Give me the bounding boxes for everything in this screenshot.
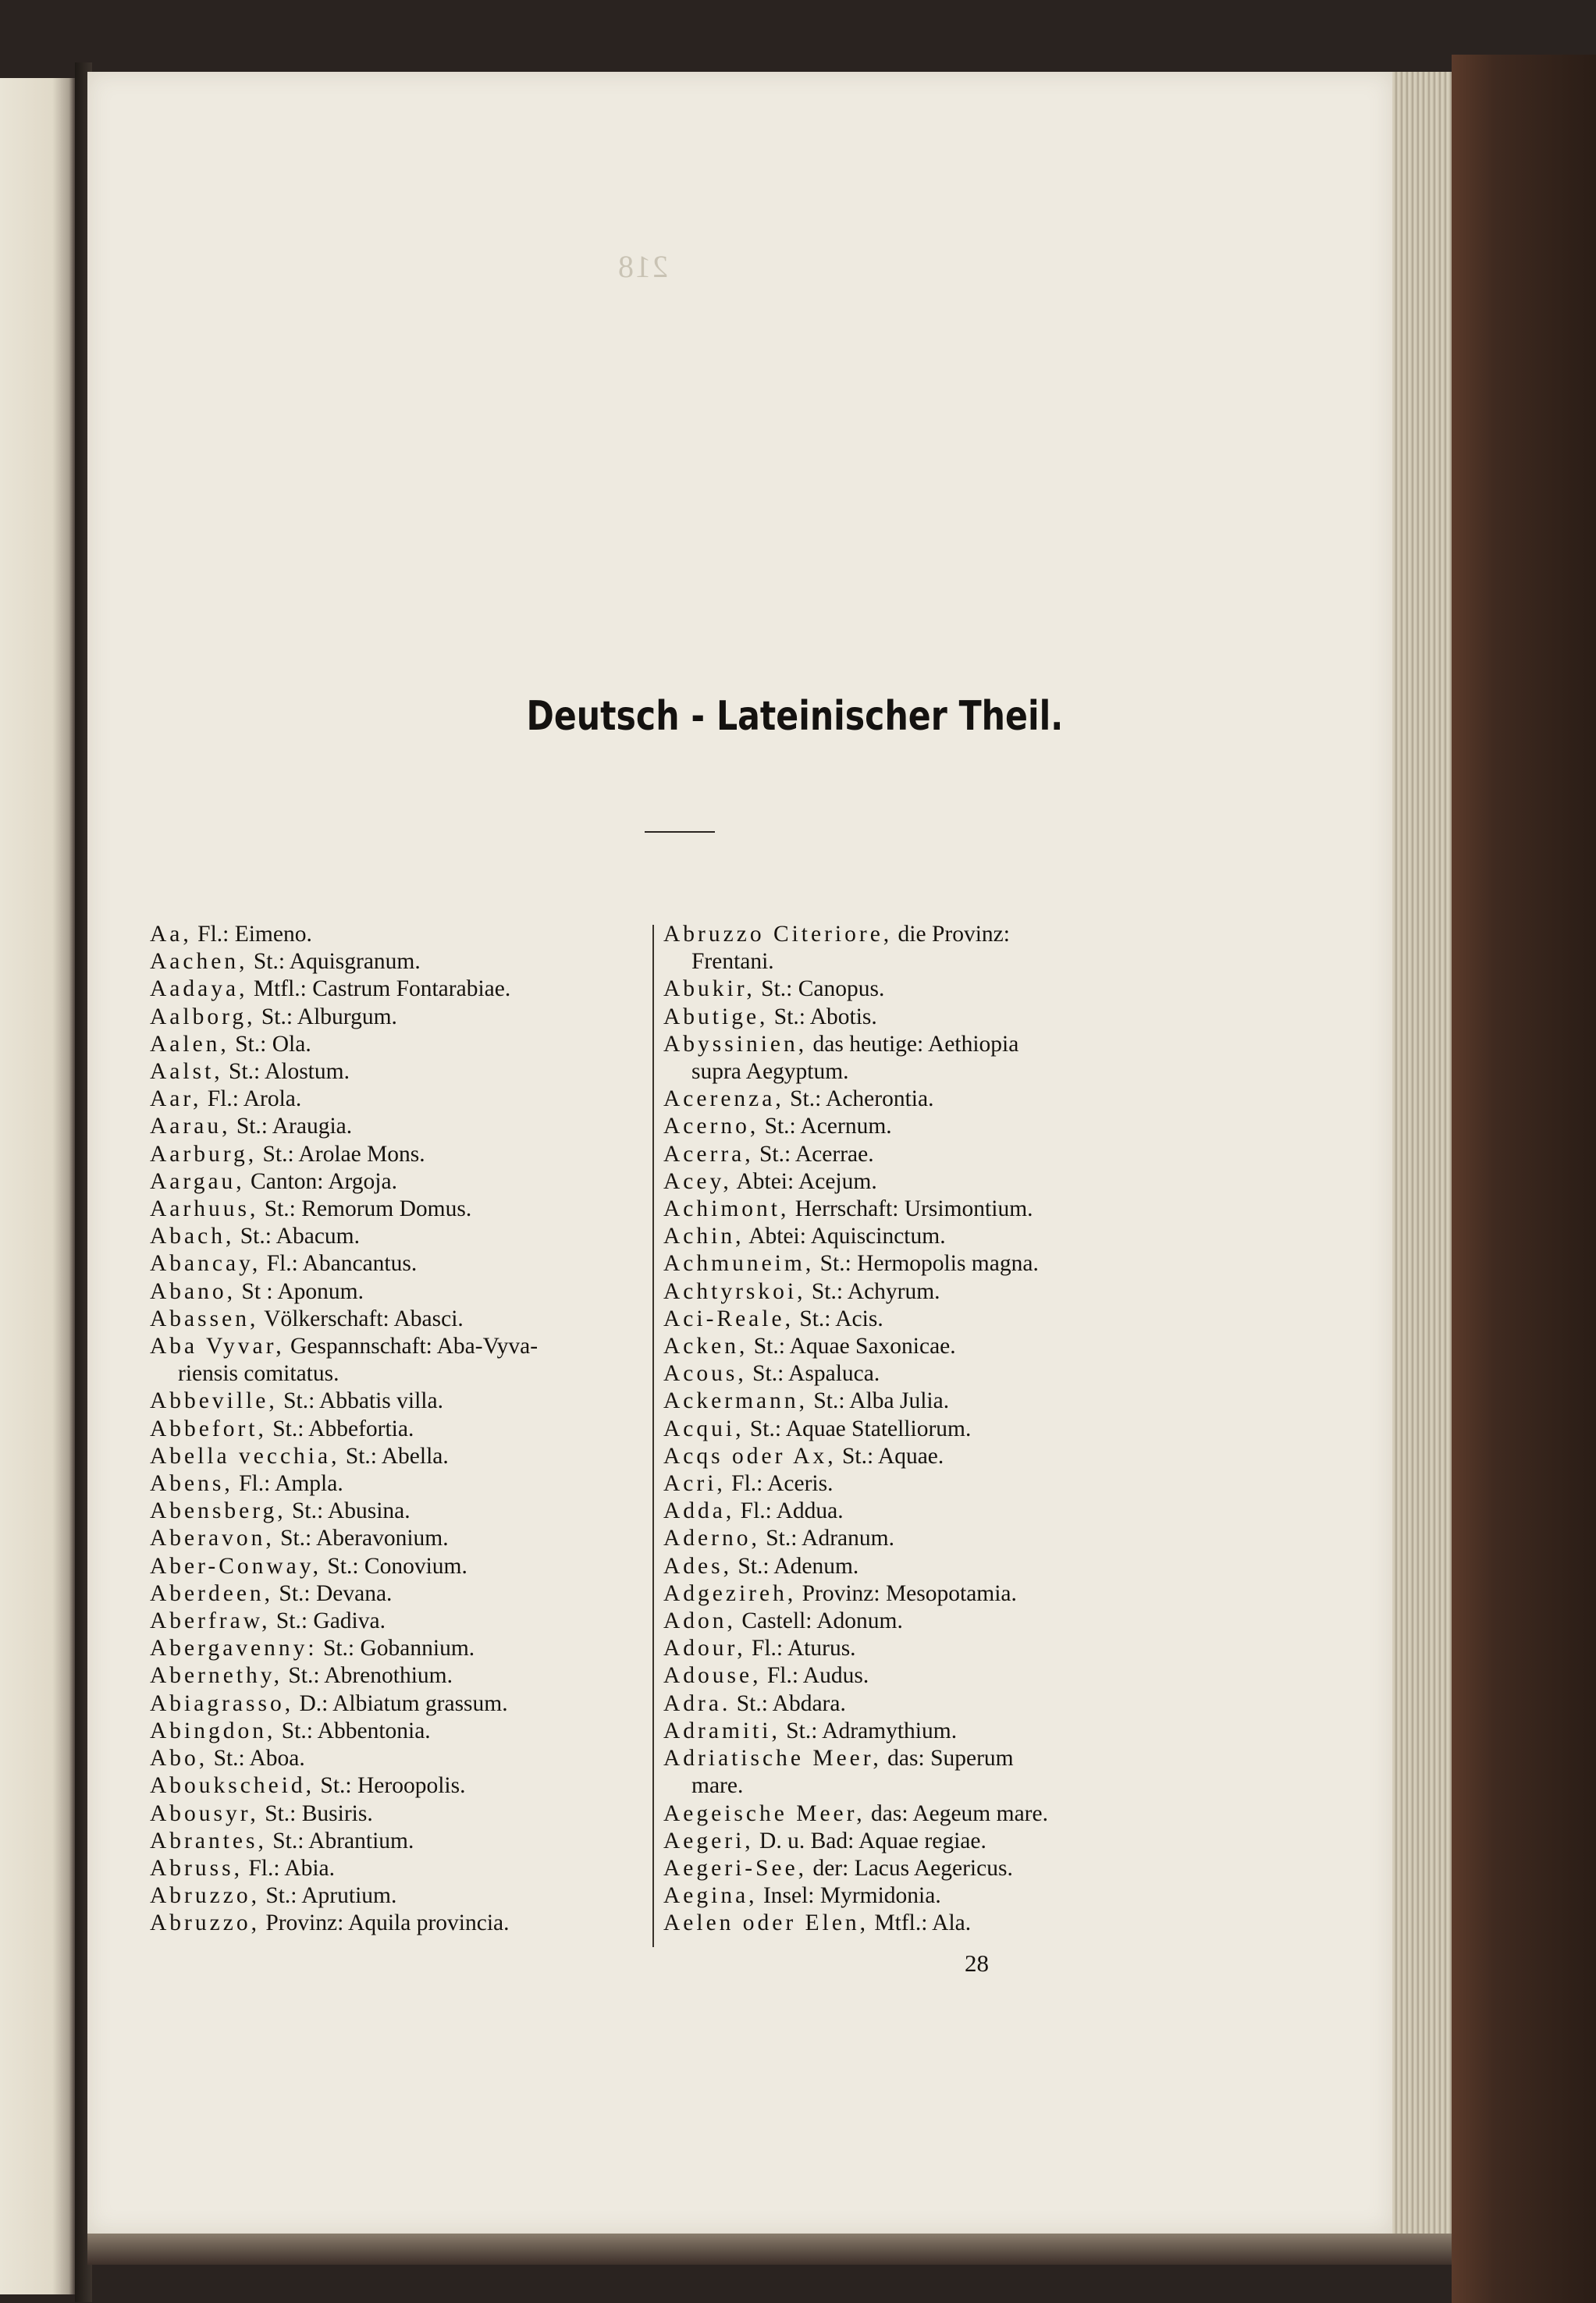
dictionary-entry bbox=[150, 1058, 643, 1086]
entry-definition: St.: Canopus. bbox=[755, 976, 885, 1002]
dictionary-entry bbox=[663, 921, 1160, 948]
dictionary-entry bbox=[150, 1004, 643, 1031]
dictionary-entry bbox=[663, 1470, 1160, 1498]
dictionary-entry bbox=[663, 1250, 1160, 1278]
entry-definition: Fl.: Abia. bbox=[242, 1855, 335, 1881]
dictionary-entry bbox=[150, 1608, 643, 1635]
entry-headword: Abyssinien, bbox=[663, 1031, 808, 1057]
dictionary-entry bbox=[150, 1168, 643, 1196]
dictionary-entry bbox=[663, 1580, 1160, 1608]
entry-definition: Fl.: Abancantus. bbox=[261, 1251, 418, 1277]
page-number: 28 bbox=[965, 1949, 989, 1977]
entry-definition: St.: Hermopolis magna. bbox=[814, 1251, 1039, 1277]
dictionary-entry bbox=[150, 976, 643, 1003]
entry-definition: St.: Abbefortia. bbox=[266, 1416, 414, 1441]
entry-headword: Acerra, bbox=[663, 1141, 754, 1167]
dictionary-entry bbox=[663, 1608, 1160, 1635]
entry-headword: Adgezireh, bbox=[663, 1580, 797, 1606]
entry-headword: Aber-Conway, bbox=[150, 1553, 322, 1579]
entry-headword: Ackermann, bbox=[663, 1388, 808, 1414]
entry-definition: St.: Adenum. bbox=[732, 1553, 859, 1579]
dictionary-entry bbox=[663, 1360, 1160, 1388]
entry-definition: St.: Aquae Statelliorum. bbox=[744, 1416, 972, 1441]
dictionary-entry bbox=[150, 1772, 643, 1800]
dictionary-entry bbox=[663, 1113, 1160, 1140]
entry-headword: Adramiti, bbox=[663, 1718, 780, 1743]
dictionary-entry bbox=[663, 1662, 1160, 1690]
entry-definition: St.: Aspaluca. bbox=[746, 1361, 880, 1387]
entry-definition: Abtei: Aquiscinctum. bbox=[744, 1224, 946, 1249]
entry-definition: St.: Abrantium. bbox=[266, 1828, 414, 1853]
entry-headword: Adour, bbox=[663, 1636, 746, 1662]
dictionary-entry bbox=[150, 1196, 643, 1223]
entry-definition: St.: Abdara. bbox=[730, 1690, 846, 1716]
entry-headword: Aegeische Meer, bbox=[663, 1800, 866, 1826]
entry-definition: Fl.: Aturus. bbox=[745, 1636, 856, 1662]
entry-definition: St.: Aboa. bbox=[208, 1746, 305, 1772]
dictionary-entry bbox=[663, 1004, 1160, 1031]
entry-definition: Abtei: Acejum. bbox=[731, 1168, 877, 1194]
dictionary-entry bbox=[150, 1718, 643, 1745]
entry-headword: Abbefort, bbox=[150, 1416, 267, 1441]
entry-headword: Adriatische Meer, bbox=[663, 1746, 882, 1772]
entry-definition: Insel: Myrmidonia. bbox=[757, 1883, 941, 1909]
entry-definition: der: Lacus Aegericus. bbox=[807, 1855, 1013, 1881]
entry-headword: Aa, bbox=[150, 922, 192, 947]
page-fore-edge bbox=[1392, 72, 1452, 2234]
entry-definition: St.: Alostum. bbox=[222, 1059, 350, 1085]
entry-definition: D. u. Bad: Aquae regiae. bbox=[753, 1828, 986, 1853]
entry-definition: St.: Ola. bbox=[229, 1031, 311, 1057]
entry-definition: St.: Heroopolis. bbox=[315, 1773, 466, 1799]
dictionary-entry bbox=[663, 1416, 1160, 1443]
entry-headword: Achtyrskoi, bbox=[663, 1278, 806, 1304]
dictionary-entry bbox=[150, 921, 643, 948]
entry-headword: Abo, bbox=[150, 1746, 208, 1772]
dictionary-entry bbox=[150, 1250, 643, 1278]
entry-definition: St.: Aquae. bbox=[836, 1443, 944, 1469]
entry-definition: St.: Acerrae. bbox=[753, 1141, 874, 1167]
entry-headword: Aadaya, bbox=[150, 976, 248, 1002]
entry-headword: Acey, bbox=[663, 1168, 732, 1194]
dictionary-entry bbox=[150, 1388, 643, 1415]
book-cover-binding bbox=[1452, 55, 1596, 2303]
entry-headword: Abingdon, bbox=[150, 1718, 276, 1743]
entry-definition: St.: Abacum. bbox=[234, 1224, 360, 1249]
entry-definition: Mtfl.: Castrum Fontarabiae. bbox=[247, 976, 511, 1002]
dictionary-entry bbox=[663, 1745, 1160, 1772]
entry-headword: Aci-Reale, bbox=[663, 1306, 794, 1331]
dictionary-entry bbox=[150, 1910, 643, 1937]
dictionary-entry bbox=[150, 1223, 643, 1250]
entry-definition: D.: Albiatum grassum. bbox=[293, 1690, 508, 1716]
dictionary-entry bbox=[663, 976, 1160, 1003]
entry-definition: St.: Busiris. bbox=[258, 1800, 373, 1826]
entry-definition: Canton: Argoja. bbox=[244, 1168, 397, 1194]
entry-definition: St.: Arolae Mons. bbox=[257, 1141, 425, 1167]
entry-definition: St.: Abbentonia. bbox=[275, 1718, 431, 1743]
entry-headword: Aalst, bbox=[150, 1059, 223, 1085]
entry-definition: St.: Abrenothium. bbox=[282, 1663, 453, 1689]
dictionary-entry bbox=[663, 1855, 1160, 1882]
entry-definition: St.: Araugia. bbox=[230, 1114, 353, 1139]
entry-headword: Aegeri-See, bbox=[663, 1855, 808, 1881]
entry-definition: St.: Aberavonium. bbox=[274, 1526, 449, 1551]
entry-headword: Abergavenny: bbox=[150, 1636, 318, 1662]
entry-definition: Völkerschaft: Abasci. bbox=[258, 1306, 464, 1331]
entry-headword: Acqui, bbox=[663, 1416, 745, 1441]
facing-page-edge bbox=[0, 78, 75, 2294]
dictionary-entry bbox=[150, 1800, 643, 1828]
entry-definition: St.: Adranum. bbox=[759, 1526, 894, 1551]
dictionary-entry bbox=[663, 1141, 1160, 1168]
dictionary-entry bbox=[150, 1113, 643, 1140]
entry-headword: Aberfraw, bbox=[150, 1608, 271, 1634]
entry-headword: Abens, bbox=[150, 1471, 233, 1497]
column-rule bbox=[652, 925, 654, 1947]
dictionary-entry bbox=[150, 1553, 643, 1580]
entry-headword: Abruzzo, bbox=[150, 1883, 260, 1909]
entry-headword: Aarburg, bbox=[150, 1141, 258, 1167]
entry-definition: St.: Acherontia. bbox=[784, 1086, 934, 1112]
entry-headword: Abella vecchia, bbox=[150, 1443, 340, 1469]
dictionary-entry bbox=[663, 1553, 1160, 1580]
entry-definition: St.: Abusina. bbox=[286, 1498, 411, 1524]
dictionary-entry bbox=[150, 1635, 643, 1662]
dictionary-entry bbox=[150, 1662, 643, 1690]
entry-headword: Achmuneim, bbox=[663, 1251, 815, 1277]
entry-headword: Acri, bbox=[663, 1471, 726, 1497]
dictionary-entry bbox=[150, 1855, 643, 1882]
entry-headword: Aboukscheid, bbox=[150, 1773, 315, 1799]
entry-definition: riensis comitatus. bbox=[178, 1361, 339, 1387]
entry-headword: Abensberg, bbox=[150, 1498, 286, 1524]
entry-headword: Aargau, bbox=[150, 1168, 245, 1194]
entry-headword: Achin, bbox=[663, 1224, 745, 1249]
entry-definition: das heutige: Aethiopia bbox=[807, 1031, 1019, 1057]
bleed-through-page-number: 218 bbox=[617, 249, 668, 284]
entry-headword: Aderno, bbox=[663, 1526, 760, 1551]
entry-definition: Provinz: Mesopotamia. bbox=[796, 1580, 1017, 1606]
entry-definition: St.: Acernum. bbox=[759, 1114, 892, 1139]
dictionary-entry bbox=[150, 1031, 643, 1058]
entry-definition: St.: Remorum Domus. bbox=[258, 1196, 472, 1222]
dictionary-entry bbox=[663, 1910, 1160, 1937]
dictionary-entry bbox=[663, 1306, 1160, 1333]
entry-headword: Abano, bbox=[150, 1278, 236, 1304]
entry-definition: Herrschaft: Ursimontium. bbox=[789, 1196, 1033, 1222]
dictionary-entry bbox=[663, 1800, 1160, 1828]
entry-definition: Fl.: Ampla. bbox=[233, 1471, 343, 1497]
entry-headword: Abassen, bbox=[150, 1306, 259, 1331]
entry-headword: Acqs oder Ax, bbox=[663, 1443, 837, 1469]
dictionary-entry bbox=[150, 1498, 643, 1525]
dictionary-entry bbox=[150, 1443, 643, 1470]
dictionary-entry bbox=[663, 1498, 1160, 1525]
entry-headword: Adon, bbox=[663, 1608, 736, 1634]
entry-definition: St.: Conovium. bbox=[322, 1553, 467, 1579]
entry-definition: mare. bbox=[691, 1773, 744, 1799]
dictionary-entry bbox=[150, 1141, 643, 1168]
entry-headword: Aalborg, bbox=[150, 1004, 256, 1029]
entry-definition: Fl.: Addua. bbox=[734, 1498, 844, 1524]
dictionary-entry bbox=[663, 1635, 1160, 1662]
entry-headword: Abbeville, bbox=[150, 1388, 278, 1414]
dictionary-entry bbox=[663, 1278, 1160, 1306]
dictionary-entry bbox=[663, 1333, 1160, 1360]
entry-definition: Gespannschaft: Aba-Vyva- bbox=[284, 1334, 539, 1359]
page-bottom-edge bbox=[87, 2234, 1452, 2265]
dictionary-entry bbox=[150, 1086, 643, 1113]
entry-continuation bbox=[150, 1360, 643, 1388]
dictionary-entry bbox=[150, 1690, 643, 1718]
entry-headword: Abrantes, bbox=[150, 1828, 267, 1853]
entry-definition: St.: Abbatis villa. bbox=[277, 1388, 443, 1414]
entry-definition: die Provinz: bbox=[892, 922, 1010, 947]
entry-headword: Acous, bbox=[663, 1361, 747, 1387]
entry-headword: Adda, bbox=[663, 1498, 735, 1524]
entry-definition: St.: Acis. bbox=[793, 1306, 883, 1331]
dictionary-entry bbox=[150, 1470, 643, 1498]
dictionary-entry bbox=[663, 1443, 1160, 1470]
dictionary-entry bbox=[663, 1388, 1160, 1415]
entry-continuation bbox=[663, 948, 1160, 976]
dictionary-entry bbox=[150, 1306, 643, 1333]
entry-headword: Abach, bbox=[150, 1224, 235, 1249]
dictionary-entry bbox=[663, 1690, 1160, 1718]
dictionary-entry bbox=[663, 1196, 1160, 1223]
entry-headword: Aberavon, bbox=[150, 1526, 275, 1551]
entry-definition: St.: Aquae Saxonicae. bbox=[748, 1334, 956, 1359]
entry-headword: Aberdeen, bbox=[150, 1580, 274, 1606]
entry-headword: Ades, bbox=[663, 1553, 733, 1579]
entry-definition: das: Aegeum mare. bbox=[865, 1800, 1048, 1826]
dictionary-entry bbox=[150, 1525, 643, 1552]
dictionary-entry bbox=[150, 1745, 643, 1772]
entry-definition: St.: Gadiva. bbox=[270, 1608, 386, 1634]
dictionary-entry bbox=[663, 1828, 1160, 1855]
entry-headword: Acken, bbox=[663, 1334, 748, 1359]
entry-definition: St.: Aquisgranum. bbox=[247, 949, 421, 975]
entry-headword: Achimont, bbox=[663, 1196, 790, 1222]
entry-headword: Abutige, bbox=[663, 1004, 769, 1029]
entry-headword: Aba Vyvar, bbox=[150, 1334, 285, 1359]
entry-continuation bbox=[663, 1772, 1160, 1800]
entry-headword: Aarhuus, bbox=[150, 1196, 259, 1222]
dictionary-entry bbox=[150, 1828, 643, 1855]
entry-headword: Adouse, bbox=[663, 1663, 762, 1689]
entry-definition: Fl.: Arola. bbox=[201, 1086, 302, 1112]
entry-definition: St.: Alburgum. bbox=[255, 1004, 397, 1029]
section-title: Deutsch - Lateinischer Theil. bbox=[526, 693, 1064, 740]
entry-headword: Aar, bbox=[150, 1086, 202, 1112]
entry-headword: Abruzzo Citeriore, bbox=[663, 922, 893, 947]
entry-headword: Abernethy, bbox=[150, 1663, 283, 1689]
entry-definition: St.: Adramythium. bbox=[780, 1718, 958, 1743]
right-column bbox=[663, 921, 1160, 1938]
entry-definition: St : Aponum. bbox=[236, 1278, 364, 1304]
entry-definition: Fl.: Aceris. bbox=[725, 1471, 834, 1497]
entry-definition: Castell: Adonum. bbox=[735, 1608, 903, 1634]
entry-definition: supra Aegyptum. bbox=[691, 1059, 849, 1085]
dictionary-entry bbox=[150, 1580, 643, 1608]
entry-definition: Frentani. bbox=[691, 949, 774, 975]
entry-headword: Aegeri, bbox=[663, 1828, 754, 1853]
entry-headword: Acerenza, bbox=[663, 1086, 784, 1112]
entry-definition: St.: Gobannium. bbox=[317, 1636, 475, 1662]
entry-definition: Fl.: Audus. bbox=[761, 1663, 869, 1689]
entry-definition: Mtfl.: Ala. bbox=[869, 1910, 972, 1936]
entry-headword: Adra. bbox=[663, 1690, 731, 1716]
entry-definition: St.: Achyrum. bbox=[805, 1278, 940, 1304]
entry-headword: Aalen, bbox=[150, 1031, 229, 1057]
entry-headword: Abiagrasso, bbox=[150, 1690, 294, 1716]
dictionary-entry bbox=[150, 1278, 643, 1306]
entry-definition: Provinz: Aquila provincia. bbox=[259, 1910, 510, 1936]
entry-continuation bbox=[663, 1058, 1160, 1086]
entry-headword: Abruss, bbox=[150, 1855, 243, 1881]
entry-headword: Aegina, bbox=[663, 1883, 758, 1909]
dictionary-entry bbox=[150, 1416, 643, 1443]
dictionary-entry bbox=[663, 1031, 1160, 1058]
left-column bbox=[150, 921, 643, 1938]
entry-headword: Aelen oder Elen, bbox=[663, 1910, 869, 1936]
entry-definition: St.: Abella. bbox=[339, 1443, 449, 1469]
entry-definition: St.: Aprutium. bbox=[259, 1883, 397, 1909]
entry-definition: Fl.: Eimeno. bbox=[191, 922, 312, 947]
entry-definition: das: Superum bbox=[881, 1746, 1014, 1772]
title-divider bbox=[645, 831, 715, 833]
dictionary-entry bbox=[663, 1168, 1160, 1196]
dictionary-entry bbox=[150, 1333, 643, 1360]
entry-definition: St.: Abotis. bbox=[768, 1004, 877, 1029]
dictionary-entry bbox=[663, 1223, 1160, 1250]
entry-headword: Acerno, bbox=[663, 1114, 759, 1139]
dictionary-entry bbox=[663, 1525, 1160, 1552]
entry-definition: St.: Alba Julia. bbox=[807, 1388, 950, 1414]
entry-headword: Aarau, bbox=[150, 1114, 231, 1139]
entry-headword: Abancay, bbox=[150, 1251, 261, 1277]
entry-headword: Abousyr, bbox=[150, 1800, 259, 1826]
dictionary-entry bbox=[150, 948, 643, 976]
entry-headword: Abruzzo, bbox=[150, 1910, 260, 1936]
dictionary-entry bbox=[150, 1882, 643, 1910]
entry-definition: St.: Devana. bbox=[273, 1580, 393, 1606]
dictionary-entry bbox=[663, 1086, 1160, 1113]
entry-headword: Aachen, bbox=[150, 949, 248, 975]
dictionary-entry bbox=[663, 1718, 1160, 1745]
dictionary-entry bbox=[663, 1882, 1160, 1910]
entry-headword: Abukir, bbox=[663, 976, 755, 1002]
